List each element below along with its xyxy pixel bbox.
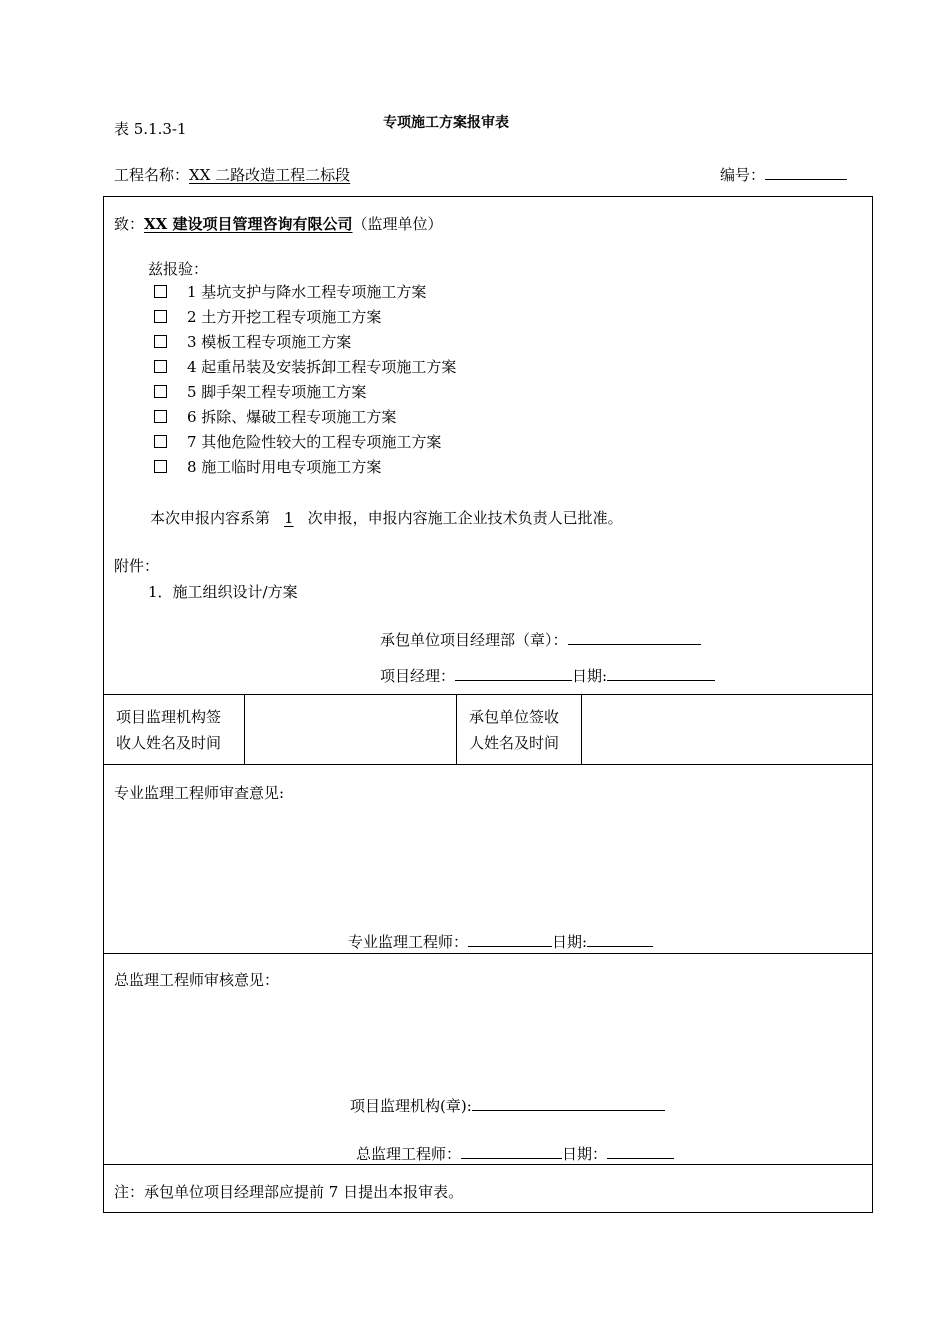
form-number-row (720, 164, 847, 185)
form-note: 注：承包单位项目经理部应提前 7 日提出本报审表。 (114, 1183, 464, 1201)
count-suffix: 次申报，申报内容施工企业技术负责人已批准。 (307, 509, 623, 527)
checkbox[interactable] (154, 310, 167, 323)
review-form (103, 196, 873, 1213)
project-name-row (114, 164, 350, 185)
plan-item (152, 404, 456, 429)
engineer-opinion-label: 专业监理工程师审查意见: (114, 784, 285, 802)
form-number-label: 编号： (720, 166, 766, 184)
addressee-row (114, 213, 443, 234)
supervision-seal-label: 项目监理机构(章): (350, 1097, 472, 1115)
supervision-seal-row (350, 1095, 665, 1116)
plan-item (152, 354, 456, 379)
checkbox[interactable] (154, 410, 167, 423)
manager-label: 项目经理： (380, 667, 456, 685)
manager-date-field[interactable] (607, 666, 715, 681)
supervision-signoff-label (116, 704, 221, 756)
divider (104, 694, 872, 695)
plan-item (152, 429, 456, 454)
supervision-signoff-field[interactable] (246, 696, 454, 762)
project-name-value: XX 二路改造工程二标段 (189, 166, 351, 184)
plan-item-label: 2 土方开挖工程专项施工方案 (187, 308, 382, 326)
plan-item (152, 279, 456, 304)
contractor-signoff-field[interactable] (583, 696, 868, 762)
plan-item-label: 3 模板工程专项施工方案 (187, 333, 352, 351)
checkbox[interactable] (154, 385, 167, 398)
plan-item (152, 454, 456, 479)
project-name-label: 工程名称： (114, 166, 190, 184)
engineer-date-label: 日期: (552, 933, 588, 951)
chief-label: 总监理工程师： (356, 1145, 462, 1163)
divider (244, 694, 245, 764)
plan-item-label: 8 施工临时用电专项施工方案 (187, 458, 382, 476)
checkbox[interactable] (154, 435, 167, 448)
plan-item (152, 329, 456, 354)
chief-opinion-field[interactable] (114, 997, 862, 1092)
divider (581, 694, 582, 764)
plan-item-label: 5 脚手架工程专项施工方案 (187, 383, 367, 401)
contractor-signoff-label (469, 704, 559, 756)
checkbox[interactable] (154, 360, 167, 373)
manager-row (380, 665, 715, 686)
engineer-field[interactable] (468, 932, 552, 947)
form-number-field[interactable] (765, 165, 847, 180)
plan-item (152, 304, 456, 329)
chief-field[interactable] (461, 1144, 562, 1159)
supervision-signoff-label-line: 收人姓名及时间 (116, 734, 222, 752)
chief-date-field[interactable] (607, 1144, 674, 1159)
submission-count-value: 1 (284, 509, 294, 527)
plan-item-label: 4 起重吊装及安装拆卸工程专项施工方案 (187, 358, 457, 376)
manager-date-label: 日期: (572, 667, 608, 685)
submit-intro: 兹报验： (148, 260, 209, 278)
engineer-date-field[interactable] (587, 932, 653, 947)
divider (104, 953, 872, 954)
divider (456, 694, 457, 764)
chief-sign-row (356, 1143, 674, 1164)
plan-item-label: 6 拆除、爆破工程专项施工方案 (187, 408, 397, 426)
chief-date-label: 日期： (562, 1145, 608, 1163)
contractor-seal-field[interactable] (568, 630, 701, 645)
plan-item-label: 7 其他危险性较大的工程专项施工方案 (187, 433, 442, 451)
divider (104, 764, 872, 765)
form-title: 专项施工方案报审表 (383, 115, 509, 131)
addressee-company: XX 建设项目管理咨询有限公司 (144, 215, 353, 233)
attachment-item: 1．施工组织设计/方案 (148, 583, 298, 601)
plan-item-label: 1 基坑支护与降水工程专项施工方案 (187, 283, 427, 301)
contractor-seal-label: 承包单位项目经理部（章）： (380, 631, 568, 649)
contractor-signoff-label-line: 承包单位签收 (469, 708, 560, 726)
divider (104, 1164, 872, 1165)
table-number: 表 5.1.3-1 (114, 120, 187, 138)
supervision-seal-field[interactable] (472, 1096, 665, 1111)
chief-opinion-label: 总监理工程师审核意见： (114, 971, 280, 989)
checkbox[interactable] (154, 285, 167, 298)
plan-checklist (152, 279, 456, 479)
addressee-prefix: 致： (114, 215, 145, 233)
engineer-sign-row (348, 931, 653, 952)
engineer-label: 专业监理工程师： (348, 933, 469, 951)
checkbox[interactable] (154, 335, 167, 348)
plan-item (152, 379, 456, 404)
checkbox[interactable] (154, 460, 167, 473)
supervision-signoff-label-line: 项目监理机构签 (116, 708, 222, 726)
addressee-suffix: （监理单位） (352, 215, 443, 233)
contractor-signoff-label-line: 人姓名及时间 (469, 734, 560, 752)
submission-count-row (150, 507, 623, 528)
count-prefix: 本次申报内容系第 (150, 509, 271, 527)
attachment-label: 附件： (114, 557, 160, 575)
manager-field[interactable] (455, 666, 572, 681)
contractor-seal-row (380, 629, 701, 650)
engineer-opinion-field[interactable] (114, 809, 862, 919)
